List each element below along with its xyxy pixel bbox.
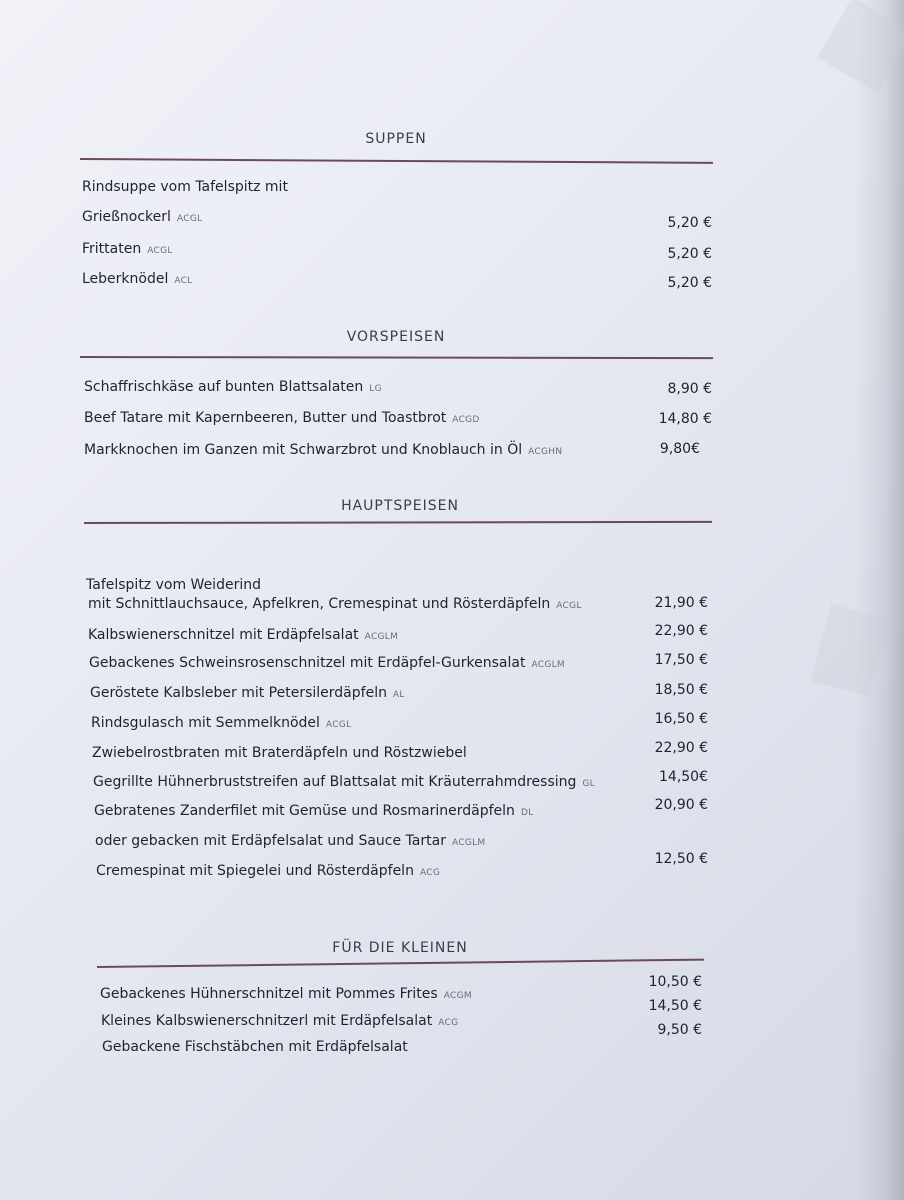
menu-item-price: 10,50 € bbox=[648, 974, 702, 990]
menu-item-price: 9,80€ bbox=[659, 441, 700, 457]
menu-item-name: oder gebacken mit Erdäpfelsalat und Sauce Tartar bbox=[95, 833, 446, 849]
menu-item-price: 22,90 € bbox=[654, 740, 708, 756]
allergen-codes: GL bbox=[582, 779, 595, 789]
menu-item-price: 18,50 € bbox=[654, 682, 708, 698]
allergen-codes: ACG bbox=[419, 868, 441, 878]
menu-item-price: 21,90 € bbox=[654, 595, 708, 611]
allergen-codes: ACGL bbox=[147, 246, 173, 256]
menu-item-name: Tafelspitz vom Weiderind bbox=[86, 577, 261, 593]
menu-item-price: 5,20 € bbox=[667, 215, 712, 231]
menu-item-name: Markknochen im Ganzen mit Schwarzbrot und Knoblauch in Öl bbox=[84, 442, 523, 458]
menu-item bbox=[96, 863, 440, 879]
allergen-codes: AL bbox=[392, 690, 405, 700]
section-heading: FÜR DIE KLEINEN bbox=[332, 940, 468, 956]
menu-item-price: 14,80 € bbox=[658, 411, 712, 427]
allergen-codes: ACGL bbox=[556, 601, 582, 611]
allergen-codes: ACGD bbox=[452, 415, 480, 425]
menu-item bbox=[101, 1013, 458, 1029]
allergen-codes: ACG bbox=[438, 1018, 459, 1028]
menu-item bbox=[91, 715, 351, 731]
allergen-codes: ACL bbox=[174, 276, 193, 286]
menu-item-name: Gegrillte Hühnerbruststreifen auf Blattsalat mit Kräuterrahmdressing bbox=[93, 774, 577, 790]
menu-item-name: Rindsuppe vom Tafelspitz mit bbox=[82, 179, 288, 195]
menu-item-name: Gebackene Fischstäbchen mit Erdäpfelsalat bbox=[102, 1039, 408, 1055]
allergen-codes: ACGLM bbox=[531, 660, 565, 670]
menu-item bbox=[84, 442, 562, 458]
menu-item-name: Gebackenes Schweinsrosenschnitzel mit Erdäpfel-Gurkensalat bbox=[89, 655, 526, 671]
menu-item-name: Cremespinat mit Spiegelei und Rösterdäpfeln bbox=[96, 863, 414, 879]
allergen-codes: ACGM bbox=[443, 991, 472, 1001]
paper-edge-shadow bbox=[854, 0, 904, 1200]
menu-item bbox=[88, 596, 582, 612]
section-heading: HAUPTSPEISEN bbox=[341, 498, 459, 514]
menu-item-name: Geröstete Kalbsleber mit Petersilerdäpfeln bbox=[90, 685, 387, 701]
section-heading: SUPPEN bbox=[365, 131, 427, 147]
menu-item-name: Beef Tatare mit Kapernbeeren, Butter und Toastbrot bbox=[84, 410, 447, 426]
menu-item-price: 14,50 € bbox=[648, 998, 702, 1014]
menu-item-name: Grießnockerl bbox=[82, 209, 171, 225]
menu-item-name: mit Schnittlauchsauce, Apfelkren, Cremespinat und Rösterdäpfeln bbox=[88, 596, 551, 612]
section-heading: VORSPEISEN bbox=[346, 329, 446, 345]
menu-item-price: 22,90 € bbox=[654, 623, 708, 639]
menu-item bbox=[84, 379, 382, 395]
menu-item bbox=[102, 1039, 408, 1055]
menu-item-price: 5,20 € bbox=[667, 246, 712, 262]
menu-item bbox=[82, 179, 288, 195]
menu-item bbox=[82, 271, 193, 287]
menu-item-name: Rindsgulasch mit Semmelknödel bbox=[91, 715, 320, 731]
menu-item-price: 8,90 € bbox=[667, 381, 712, 397]
menu-item-name: Kleines Kalbswienerschnitzerl mit Erdäpfelsalat bbox=[101, 1013, 433, 1029]
menu-item bbox=[92, 745, 467, 761]
allergen-codes: LG bbox=[369, 384, 382, 394]
menu-item-price: 20,90 € bbox=[654, 797, 708, 813]
menu-item-name: Frittaten bbox=[82, 241, 142, 257]
menu-item bbox=[90, 685, 405, 701]
allergen-codes: DL bbox=[520, 808, 534, 818]
menu-item-price: 14,50€ bbox=[659, 769, 708, 785]
menu-item bbox=[84, 410, 480, 426]
allergen-codes: ACGLM bbox=[364, 632, 399, 642]
menu-item-name: Gebackenes Hühnerschnitzel mit Pommes Frites bbox=[100, 986, 438, 1002]
menu-item-name: Leberknödel bbox=[82, 271, 169, 287]
allergen-codes: ACGHN bbox=[528, 447, 563, 457]
menu-item-name: Zwiebelrostbraten mit Braterdäpfeln und Röstzwiebel bbox=[92, 745, 467, 761]
menu-item-price: 17,50 € bbox=[654, 652, 708, 668]
menu-item bbox=[93, 774, 595, 790]
menu-item bbox=[82, 209, 202, 225]
allergen-codes: ACGLM bbox=[451, 838, 486, 848]
menu-item-price: 12,50 € bbox=[654, 851, 708, 867]
menu-item-price: 5,20 € bbox=[667, 275, 712, 291]
menu-item-name: Schaffrischkäse auf bunten Blattsalaten bbox=[84, 379, 364, 395]
menu-item-name: Gebratenes Zanderfilet mit Gemüse und Rosmarinerdäpfeln bbox=[94, 803, 515, 819]
menu-item bbox=[89, 655, 565, 671]
allergen-codes: ACGL bbox=[325, 720, 352, 730]
menu-item bbox=[88, 627, 398, 643]
menu-item bbox=[82, 241, 173, 257]
menu-item bbox=[95, 833, 486, 849]
menu-item-name: Kalbswienerschnitzel mit Erdäpfelsalat bbox=[88, 627, 359, 643]
menu-item bbox=[86, 577, 261, 593]
menu-item bbox=[94, 803, 533, 819]
allergen-codes: ACGL bbox=[176, 214, 203, 224]
menu-item-price: 16,50 € bbox=[654, 711, 708, 727]
menu-item bbox=[100, 986, 472, 1002]
menu-item-price: 9,50 € bbox=[657, 1022, 702, 1038]
